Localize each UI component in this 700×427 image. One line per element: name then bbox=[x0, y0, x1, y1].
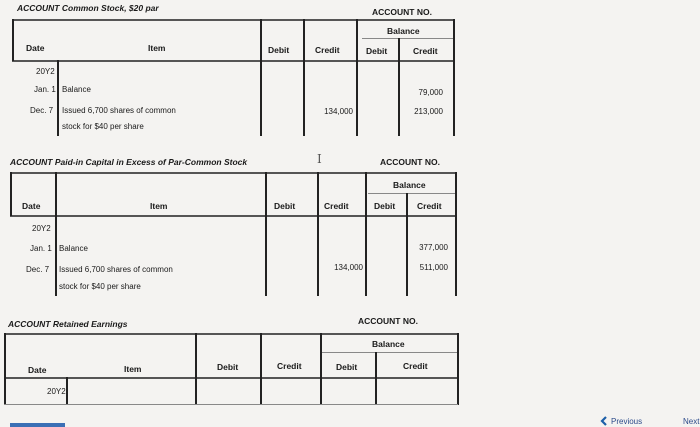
row-item: Issued 6,700 shares of common bbox=[62, 106, 176, 115]
row-date: Jan. 1 bbox=[34, 85, 56, 94]
year-label: 20Y2 bbox=[47, 387, 66, 396]
header-bottom-rule bbox=[10, 215, 456, 217]
item-header: Item bbox=[124, 364, 142, 374]
text-cursor-icon: I bbox=[317, 152, 322, 166]
chevron-left-icon bbox=[600, 416, 608, 426]
header-bottom-rule bbox=[4, 377, 458, 379]
table-top-rule bbox=[10, 172, 456, 174]
date-item-divider bbox=[66, 377, 68, 405]
balance-credit-header: Credit bbox=[403, 361, 428, 371]
account-no-label: ACCOUNT NO. bbox=[380, 157, 440, 167]
progress-indicator bbox=[10, 423, 65, 427]
date-header: Date bbox=[26, 43, 45, 53]
previous-button[interactable] bbox=[600, 416, 642, 426]
row-balance-credit: 377,000 bbox=[419, 243, 448, 252]
table-top-rule bbox=[12, 19, 454, 21]
balance-credit-header: Credit bbox=[417, 201, 442, 211]
balance-credit-header: Credit bbox=[413, 46, 438, 56]
balance-rule bbox=[320, 352, 458, 353]
account-no-label: ACCOUNT NO. bbox=[372, 7, 432, 17]
row-item: Balance bbox=[59, 244, 88, 253]
account-title: ACCOUNT Paid-in Capital in Excess of Par-Common Stock bbox=[10, 157, 248, 167]
row-balance-credit: 79,000 bbox=[418, 88, 443, 97]
account-title: ACCOUNT Retained Earnings bbox=[8, 319, 128, 329]
date-item-divider bbox=[57, 60, 59, 136]
row-balance-credit: 511,000 bbox=[419, 263, 448, 272]
year-label: 20Y2 bbox=[36, 67, 55, 76]
row-date: Dec. 7 bbox=[26, 265, 50, 274]
balance-rule bbox=[368, 193, 456, 194]
debit-header: Debit bbox=[274, 201, 296, 211]
previous-label: Previous bbox=[611, 416, 643, 426]
credit-header: Credit bbox=[277, 361, 302, 371]
credit-header: Credit bbox=[324, 201, 349, 211]
row-date: Dec. 7 bbox=[30, 106, 54, 115]
credit-header: Credit bbox=[315, 45, 340, 55]
account-title: ACCOUNT Common Stock, $20 par bbox=[17, 3, 159, 13]
row-date: Jan. 1 bbox=[30, 244, 52, 253]
item-header: Item bbox=[150, 201, 168, 211]
debit-header: Debit bbox=[268, 45, 290, 55]
date-header: Date bbox=[22, 201, 41, 211]
account-no-label: ACCOUNT NO. bbox=[358, 316, 418, 326]
header-bottom-rule bbox=[12, 60, 454, 62]
balance-debit-header: Debit bbox=[336, 362, 358, 372]
item-header: Item bbox=[148, 43, 166, 53]
balance-header: Balance bbox=[372, 339, 405, 349]
year-label: 20Y2 bbox=[32, 224, 51, 233]
row-balance-credit: 213,000 bbox=[414, 107, 443, 116]
date-header: Date bbox=[28, 365, 47, 375]
debit-header: Debit bbox=[217, 362, 239, 372]
balance-rule bbox=[362, 38, 454, 39]
balance-header: Balance bbox=[393, 180, 426, 190]
row-credit: 134,000 bbox=[324, 107, 353, 116]
date-item-divider bbox=[55, 172, 57, 296]
balance-header: Balance bbox=[387, 26, 420, 36]
row-item: Issued 6,700 shares of common bbox=[59, 265, 173, 274]
row-item-continued: stock for $40 per share bbox=[62, 122, 144, 131]
balance-debit-header: Debit bbox=[366, 46, 388, 56]
table-top-rule bbox=[4, 333, 458, 335]
next-button[interactable]: Next bbox=[683, 417, 700, 426]
row-credit: 134,000 bbox=[334, 263, 363, 272]
row-item-continued: stock for $40 per share bbox=[59, 282, 141, 291]
row-item: Balance bbox=[62, 85, 91, 94]
balance-debit-header: Debit bbox=[374, 201, 396, 211]
